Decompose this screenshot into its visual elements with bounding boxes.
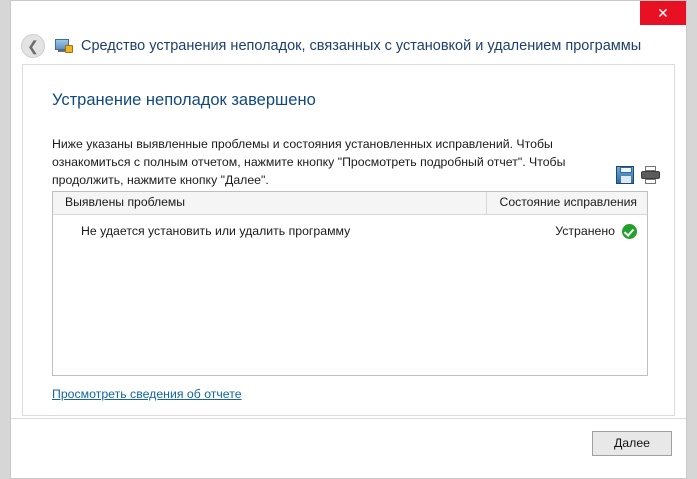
cell-problem: Не удается установить или удалить программу (81, 224, 351, 238)
next-button[interactable]: Далее (592, 431, 672, 456)
page-title: Устранение неполадок завершено (52, 91, 316, 109)
cell-status (477, 224, 647, 239)
print-icon[interactable] (641, 166, 660, 184)
save-icon[interactable] (616, 166, 634, 184)
close-icon[interactable]: ✕ (640, 1, 686, 25)
intro-text: Ниже указаны выявленные проблемы и состояния установленных исправлений. Чтобы ознакомиться с полным отчетом, нажмите кнопку "Просмотреть подробный отчет". Чтобы продолжить, нажмите кнопку "Далее". (52, 137, 566, 187)
table-row[interactable] (53, 219, 647, 243)
title-bar (11, 1, 686, 29)
column-header-problem: Выявлены проблемы (53, 192, 487, 214)
footer-bar (11, 418, 686, 478)
results-table (52, 191, 648, 376)
troubleshooter-window (10, 0, 687, 479)
table-header (53, 192, 647, 215)
column-header-status: Состояние исправления (499, 195, 637, 209)
window-title: Средство устранения неполадок, связанных с установкой и удалением программы (81, 38, 642, 54)
back-icon[interactable]: ❮ (21, 34, 45, 58)
troubleshooter-icon (55, 38, 73, 54)
navigation-bar (11, 29, 686, 63)
toolbar (616, 166, 660, 184)
check-circle-icon (622, 224, 637, 239)
report-details-link[interactable]: Просмотреть сведения об отчете (52, 387, 242, 401)
content-panel (22, 64, 675, 416)
status-label: Устранено (555, 224, 615, 238)
